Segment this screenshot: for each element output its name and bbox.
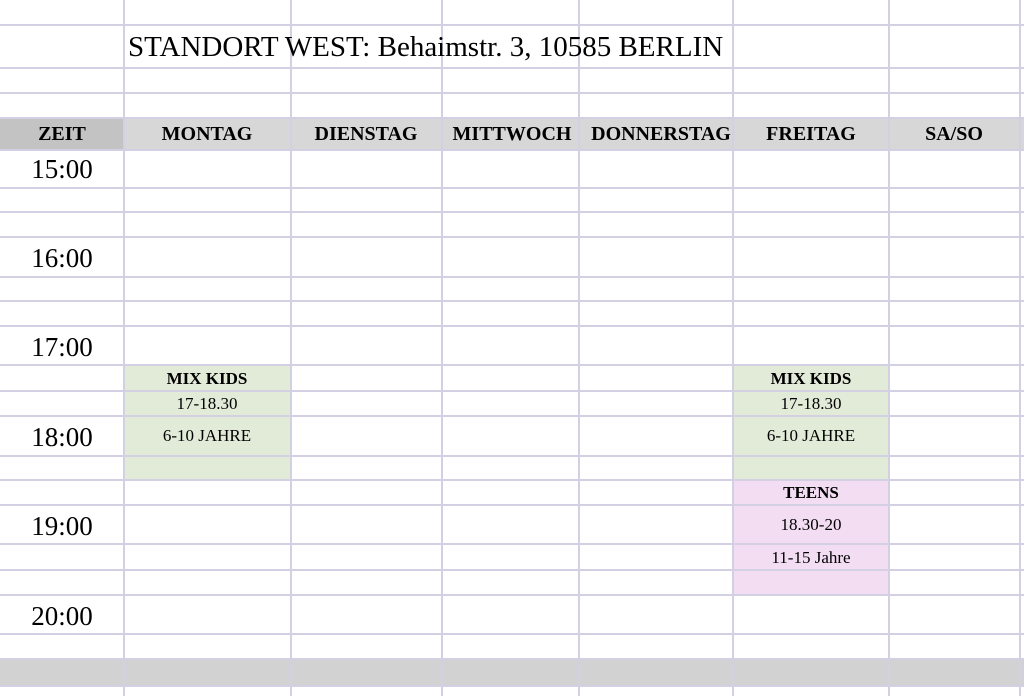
grid-column-line	[290, 0, 292, 696]
friday-teens-name: TEENS	[783, 483, 839, 502]
grid-row-line	[0, 236, 1024, 238]
time-label: 19:00	[31, 511, 93, 541]
grid-row-line	[0, 276, 1024, 278]
friday-kids-age: 6-10 JAHRE	[766, 426, 856, 445]
friday-teens-age: 11-15 Jahre	[771, 548, 851, 567]
header-donnerstag: DONNERSTAG	[591, 123, 731, 145]
time-label: 20:00	[31, 601, 93, 631]
grid-row-line	[0, 67, 1024, 69]
grid-row-line	[0, 658, 1024, 660]
monday-class-name: MIX KIDS	[166, 369, 248, 388]
sheet-title: STANDORT WEST: Behaimstr. 3, 10585 BERLIN	[128, 31, 724, 63]
monday-class-time: 17-18.30	[176, 394, 238, 413]
grid-row-line	[0, 594, 1024, 596]
grid-row-line	[0, 117, 1024, 119]
header-montag: MONTAG	[161, 123, 253, 145]
header-saso: SA/SO	[925, 123, 983, 145]
friday-kids-time: 17-18.30	[780, 394, 842, 413]
time-label: 15:00	[31, 154, 93, 184]
header-zeit: ZEIT	[38, 123, 86, 145]
grid-row-line	[0, 455, 1024, 457]
grid-row-line	[0, 415, 1024, 417]
grid-row-line	[0, 479, 1024, 481]
grid-row-line	[0, 633, 1024, 635]
grid-row-line	[0, 685, 1024, 687]
grid-row-line	[0, 24, 1024, 26]
grid-row-line	[0, 504, 1024, 506]
grid-row-line	[0, 569, 1024, 571]
grid-column-line	[1019, 0, 1021, 696]
time-label: 17:00	[31, 332, 93, 362]
grid-row-line	[0, 187, 1024, 189]
grid-row-line	[0, 211, 1024, 213]
grid-column-line	[123, 0, 125, 696]
header-freitag: FREITAG	[766, 123, 856, 145]
grid-column-line	[441, 0, 443, 696]
header-dienstag: DIENSTAG	[314, 123, 418, 145]
grid-row-line	[0, 149, 1024, 151]
friday-teens-time: 18.30-20	[780, 515, 842, 534]
grid-column-line	[578, 0, 580, 696]
footer-band	[0, 659, 1024, 685]
friday-kids-name: MIX KIDS	[770, 369, 852, 388]
grid-row-line	[0, 92, 1024, 94]
grid-row-line	[0, 325, 1024, 327]
grid-column-line	[888, 0, 890, 696]
grid-column-line	[732, 0, 734, 696]
monday-class-age: 6-10 JAHRE	[162, 426, 252, 445]
grid-row-line	[0, 364, 1024, 366]
grid-row-line	[0, 300, 1024, 302]
header-mittwoch: MITTWOCH	[452, 123, 572, 145]
time-label: 16:00	[31, 243, 93, 273]
grid-row-line	[0, 390, 1024, 392]
grid-row-line	[0, 543, 1024, 545]
time-label: 18:00	[31, 422, 93, 452]
